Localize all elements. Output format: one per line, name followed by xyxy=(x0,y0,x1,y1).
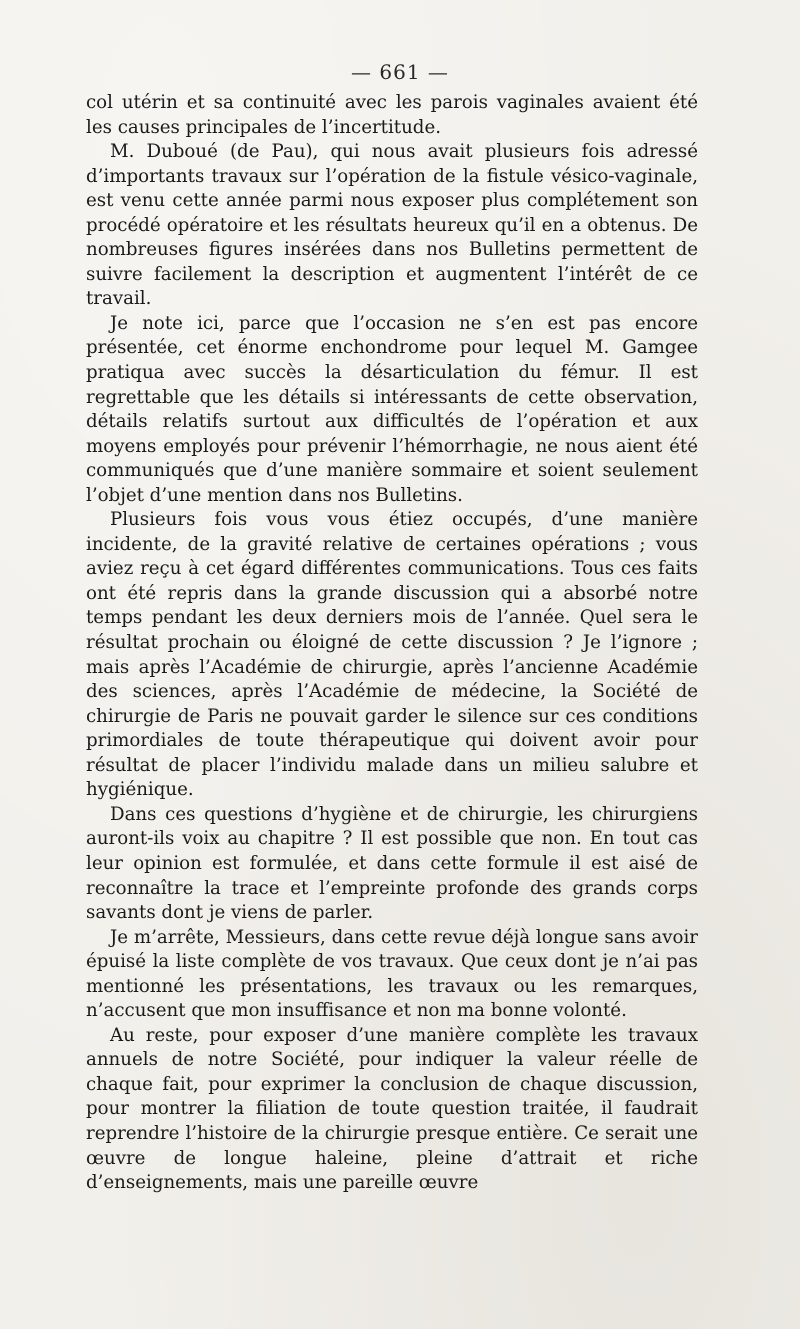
paragraph-2: M. Duboué (de Pau), qui nous avait plusieurs fois adressé d’importants travaux sur l’opération de la fistule vésico-vaginale, est venu cette année parmi nous exposer plus complétement son procédé opératoire et les résultats heureux qu’il en a obtenus. De nombreuses figures insérées dans nos Bulletins permettent de suivre facilement la description et augmentent l’intérêt de ce travail. xyxy=(86,141,698,310)
paragraph-6: Je m’arrête, Messieurs, dans cette revue déjà longue sans avoir épuisé la liste complète de vos travaux. Que ceux dont je n’ai pas mentionné les présentations, les travaux ou les remarques, n’accusent que mon insuffisance et non ma bonne volonté. xyxy=(86,926,698,1022)
paragraph-7: Au reste, pour exposer d’une manière complète les travaux annuels de notre Société, pour indiquer la valeur réelle de chaque fait, pour exprimer la conclusion de chaque discussion, pour montrer la filiation de toute question traitée, il faudrait reprendre l’histoire de la chirurgie presque entière. Ce serait une œuvre de longue haleine, pleine d’attrait et riche d’enseignements, mais une pareille œuvre xyxy=(86,1024,698,1194)
paragraph-3: Je note ici, parce que l’occasion ne s’en est pas encore présentée, cet énorme enchondrome pour lequel M. Gamgee pratiqua avec succès la désarticulation du fémur. Il est regrettable que les détails si intéressants de cette observation, détails relatifs surtout aux difficultés de l’opération et aux moyens employés pour prévenir l’hémorrhagie, ne nous aient été communiqués que d’une manière sommaire et soient seulement l’objet d’une mention dans nos Bulletins. xyxy=(86,312,698,506)
paragraph-5: Dans ces questions d’hygiène et de chirurgie, les chirurgiens auront-ils voix au chapitre ? Il est possible que non. En tout cas leur opinion est formulée, et dans cette formule il est aisé de reconnaître la trace et l’empreinte profonde des grands corps savants dont je viens de parler. xyxy=(86,803,698,924)
paragraph-4: Plusieurs fois vous vous étiez occupés, d’une manière incidente, de la gravité relative de certaines opérations ; vous aviez reçu à cet égard différentes communications. Tous ces faits ont été repris dans la grande discussion qui a absorbé notre temps pendant les deux derniers mois de l’année. Quel sera le résultat prochain ou éloigné de cette discussion ? Je l’ignore ; mais après l’Académie de chirurgie, après l’ancienne Académie des sciences, après l’Académie de médecine, la Société de chirurgie de Paris ne pouvait garder le silence sur ces conditions primordiales de toute thérapeutique qui doivent avoir pour résultat de placer l’individu malade dans un milieu salubre et hygiénique. xyxy=(86,509,698,801)
paragraph-1: col utérin et sa continuité avec les parois vaginales avaient été les causes principales de l’incertitude. xyxy=(86,92,698,138)
page-number: — 661 — xyxy=(351,60,449,84)
text-body xyxy=(86,91,698,1196)
